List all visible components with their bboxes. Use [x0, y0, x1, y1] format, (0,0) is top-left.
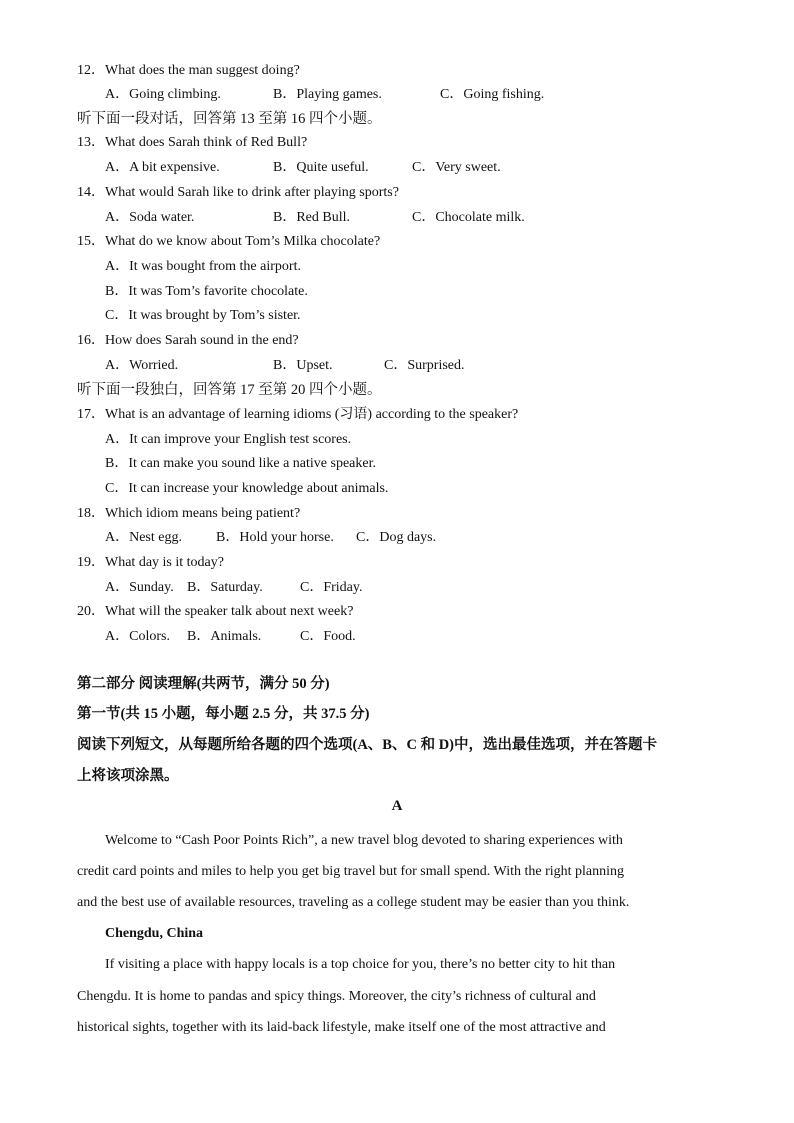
- question-12: 12．What does the man suggest doing?: [77, 63, 300, 78]
- question-16: 16．How does Sarah sound in the end?: [77, 333, 299, 348]
- reading-instruction-line2: 上将该项涂黑。: [77, 768, 179, 784]
- q14-option-c: C．Chocolate milk.: [412, 210, 525, 225]
- q17-option-a: A．It can improve your English test scores.: [105, 432, 352, 447]
- passage-subheading: Chengdu, China: [105, 926, 204, 941]
- q19-option-a: A．Sunday.: [105, 580, 174, 595]
- passage-para2-line2: Chengdu. It is home to pandas and spicy things. Moreover, the city’s richness of cultural and: [77, 989, 596, 1004]
- question-20: 20．What will the speaker talk about next week?: [77, 604, 354, 619]
- q14-option-a: A．Soda water.: [105, 210, 195, 225]
- instruction-17-20: 听下面一段独白，回答第 17 至第 20 四个小题。: [77, 382, 382, 398]
- q15-option-b: B．It was Tom’s favorite chocolate.: [105, 284, 308, 299]
- q20-option-c: C．Food.: [300, 629, 356, 644]
- q15-option-a: A．It was bought from the airport.: [105, 259, 301, 274]
- q16-option-b: B．Upset.: [273, 358, 333, 373]
- q20-option-a: A．Colors.: [105, 629, 170, 644]
- instruction-13-16: 听下面一段对话，回答第 13 至第 16 四个小题。: [77, 111, 382, 127]
- q13-option-a: A．A bit expensive.: [105, 160, 220, 175]
- passage-para1-line2: credit card points and miles to help you get big travel but for small spend. With the right planning: [77, 864, 625, 879]
- q20-option-b: B．Animals.: [187, 629, 262, 644]
- q18-option-c: C．Dog days.: [356, 530, 437, 545]
- q18-option-a: A．Nest egg.: [105, 530, 182, 545]
- passage-para2-line1: If visiting a place with happy locals is a top choice for you, there’s no better city to hit than: [105, 957, 616, 972]
- question-13: 13．What does Sarah think of Red Bull?: [77, 135, 308, 150]
- passage-para2-line3: historical sights, together with its laid-back lifestyle, make itself one of the most attractive and: [77, 1020, 606, 1035]
- question-18: 18．Which idiom means being patient?: [77, 506, 301, 521]
- section-one-title: 第一节(共 15 小题，每小题 2.5 分，共 37.5 分): [77, 706, 370, 722]
- q19-option-c: C．Friday.: [300, 580, 363, 595]
- q12-option-a: A．Going climbing.: [105, 87, 221, 102]
- reading-instruction-line1: 阅读下列短文，从每题所给各题的四个选项(A、B、C 和 D)中，选出最佳选项，并在答题卡: [77, 737, 657, 753]
- question-15: 15．What do we know about Tom’s Milka chocolate?: [77, 234, 381, 249]
- q13-option-c: C．Very sweet.: [412, 160, 501, 175]
- question-14: 14．What would Sarah like to drink after playing sports?: [77, 185, 399, 200]
- question-19: 19．What day is it today?: [77, 555, 224, 570]
- q12-option-c: C．Going fishing.: [440, 87, 545, 102]
- passage-para1-line1: Welcome to “Cash Poor Points Rich”, a new travel blog devoted to sharing experiences with: [105, 833, 623, 848]
- q13-option-b: B．Quite useful.: [273, 160, 369, 175]
- q17-option-c: C．It can increase your knowledge about animals.: [105, 481, 389, 496]
- q15-option-c: C．It was brought by Tom’s sister.: [105, 308, 301, 323]
- q14-option-b: B．Red Bull.: [273, 210, 351, 225]
- passage-letter: A: [391, 798, 403, 814]
- q16-option-a: A．Worried.: [105, 358, 179, 373]
- q17-option-b: B．It can make you sound like a native speaker.: [105, 456, 376, 471]
- q19-option-b: B．Saturday.: [187, 580, 263, 595]
- q12-option-b: B．Playing games.: [273, 87, 382, 102]
- q18-option-b: B．Hold your horse.: [216, 530, 334, 545]
- q16-option-c: C．Surprised.: [384, 358, 465, 373]
- part-two-title: 第二部分 阅读理解(共两节，满分 50 分): [77, 676, 330, 692]
- question-17: 17．What is an advantage of learning idioms (习语) according to the speaker?: [77, 407, 519, 422]
- passage-para1-line3: and the best use of available resources, traveling as a college student may be easier than you think.: [77, 895, 630, 910]
